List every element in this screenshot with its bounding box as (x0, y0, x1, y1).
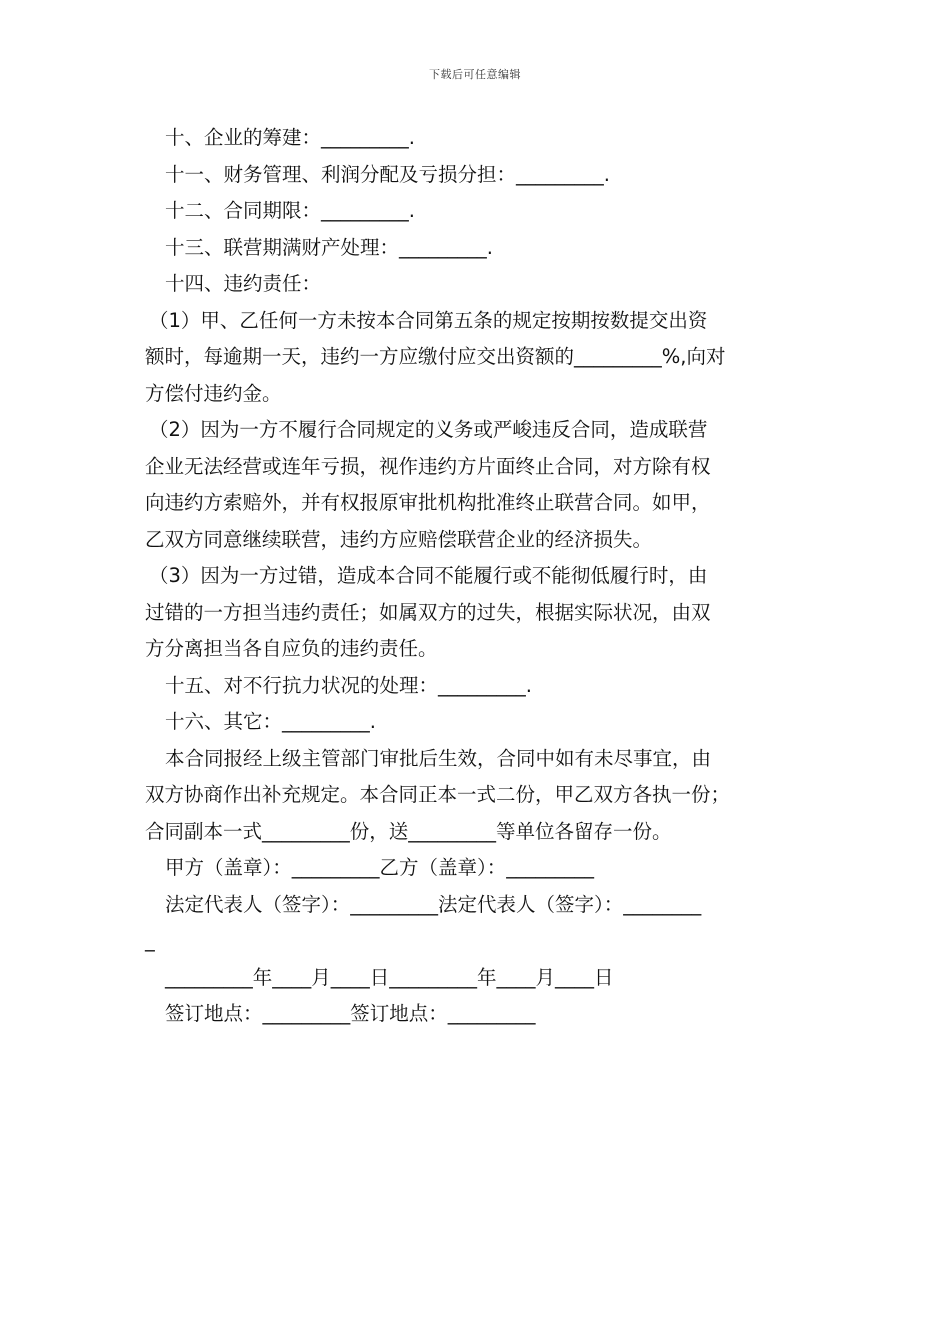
clause-14-item-1-line-2: 额时，每逾期一天，违约一方应缴付应交出资额的_________%,向对 (145, 345, 726, 368)
clause-11: 十一、财务管理、利润分配及亏损分担：_________. (165, 162, 610, 186)
closing-paragraph-line-2: 双方协商作出补充规定。本合同正本一式二份，甲乙双方各执一份； (145, 783, 731, 806)
clause-14-item-2-line-2: 企业无法经营或连年亏损，视作违约方片面终止合同，对方除有权 (145, 454, 711, 478)
representative-signature-line: 法定代表人（签字）：_________法定代表人（签字）：________ (165, 892, 702, 916)
signing-place-line: 签订地点：_________签订地点：_________ (165, 1002, 536, 1025)
representative-signature-overflow: _ (145, 929, 155, 952)
clause-14-item-3-line-3: 方分离担当各自应负的违约责任。 (145, 637, 438, 660)
clause-12: 十二、合同期限：_________. (165, 199, 415, 222)
clause-16: 十六、其它：_________. (165, 710, 376, 733)
clause-14-heading: 十四、违约责任： (165, 272, 322, 295)
clause-14-item-2-line-4: 乙双方同意继续联营，违约方应赔偿联营企业的经济损失。 (145, 527, 653, 551)
contract-body (145, 120, 815, 1033)
clause-14-item-1-line-1: （1）甲、乙任何一方未按本合同第五条的规定按期按数提交出资 (149, 308, 708, 332)
clause-14-item-3-line-1: （3）因为一方过错，造成本合同不能履行或不能彻低履行时，由 (149, 564, 708, 587)
clause-14-item-3-line-2: 过错的一方担当违约责任；如属双方的过失，根据实际状况，由双 (145, 600, 711, 624)
clause-14-item-2-line-3: 向违约方索赔外，并有权报原审批机构批准终止联营合同。如甲， (145, 491, 711, 514)
seal-line: 甲方（盖章）：_________乙方（盖章）：_________ (165, 856, 595, 879)
page-header: 下载后可任意编辑 (429, 68, 521, 81)
date-line: _________年____月____日_________年____月____日 (165, 965, 614, 989)
clause-15: 十五、对不行抗力状况的处理：_________. (165, 673, 532, 697)
clause-14-item-2-line-1: （2）因为一方不履行合同规定的义务或严峻违反合同，造成联营 (149, 418, 708, 441)
clause-13: 十三、联营期满财产处理：_________. (165, 235, 493, 259)
closing-paragraph-line-3: 合同副本一式_________份，送_________等单位各留存一份。 (145, 819, 672, 843)
clause-14-item-1-line-3: 方偿付违约金。 (145, 381, 282, 405)
clause-10: 十、企业的筹建：_________. (165, 126, 415, 149)
closing-paragraph-line-1: 本合同报经上级主管部门审批后生效，合同中如有未尽事宜，由 (165, 746, 712, 770)
